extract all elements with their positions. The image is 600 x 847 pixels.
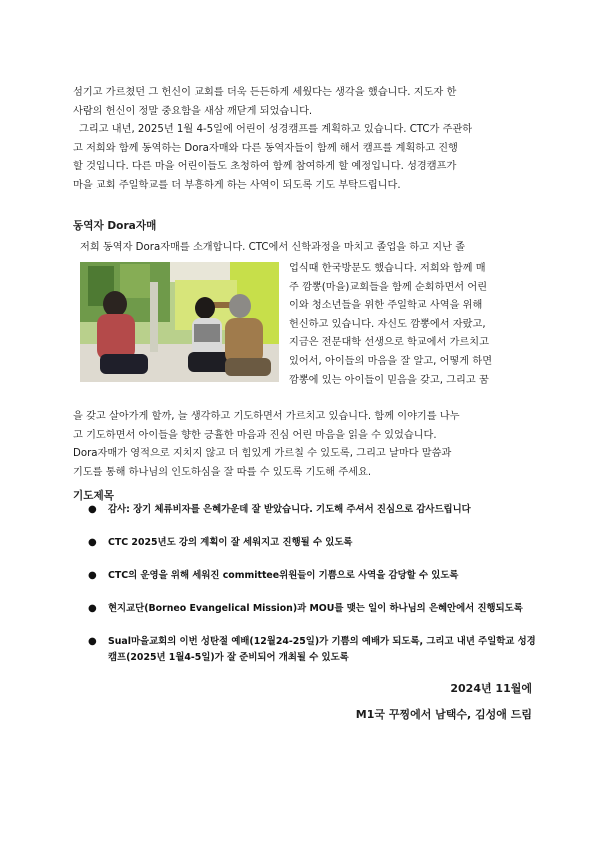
- prayer-item-text: 현지교단(Borneo Evangelical Mission)과 MOU를 맺는 일이 하나님의 은혜안에서 진행되도록: [108, 603, 523, 614]
- paragraph-line: Dora자매가 영적으로 지치지 않고 더 힘있게 가르칠 수 있도록, 그리고 날마다 말씀과: [73, 448, 452, 460]
- section-heading-dora: 동역자 Dora자매: [73, 220, 157, 232]
- paragraph-reflection: [73, 84, 533, 121]
- paragraph-line: 깜뽕에 있는 아이들이 믿음을 갖고, 그리고 꿈: [289, 374, 489, 386]
- paragraph-line: 주 깜뽕(마을)교회들을 함께 순회하면서 어린: [289, 281, 488, 293]
- paragraph-line: 기도를 통해 하나님의 인도하심을 잘 따를 수 있도록 기도해 주세요.: [73, 466, 372, 478]
- paragraph-line: 고 기도하면서 아이들을 향한 긍휼한 마음과 진심 어린 마음을 읽을 수 있었습니다.: [73, 429, 437, 441]
- paragraph-line: 지금은 전문대학 선생으로 학교에서 가르치고: [289, 337, 489, 349]
- dora-photo: [80, 262, 279, 382]
- paragraph-line: 사람의 헌신이 정말 중요함을 새삼 깨닫게 되었습니다.: [73, 105, 313, 117]
- dora-side-text: [289, 260, 533, 390]
- paragraph-line: 이와 청소년들을 위한 주일학교 사역을 위해: [289, 300, 483, 312]
- prayer-item-text: CTC 2025년도 강의 계획이 잘 세워지고 진행될 수 있도록: [108, 537, 353, 548]
- bullet-icon: ●: [88, 504, 97, 515]
- paragraph-line: 그리고 내년, 2025년 1월 4-5일에 어린이 성경캠프를 계획하고 있습니다. CTC가 주관하: [79, 124, 473, 135]
- bullet-icon: ●: [88, 537, 97, 548]
- prayer-item: [88, 568, 538, 584]
- dora-intro-line: 저희 동역자 Dora자매를 소개합니다. CTC에서 신학과정을 마치고 졸업을 하고 지난 졸: [80, 242, 466, 253]
- prayer-list: [88, 502, 538, 683]
- bullet-icon: ●: [88, 570, 97, 581]
- prayer-item: [88, 601, 538, 617]
- paragraph-line: 고 저희와 함께 동역하는 Dora자매와 다른 동역자들이 함께 해서 캠프를 계획하고 진행: [73, 142, 458, 154]
- paragraph-line: 할 것입니다. 다른 마을 어린이들도 초청하여 함께 참여하게 할 예정입니다. 성경캠프가: [73, 161, 457, 173]
- prayer-item: [88, 634, 538, 666]
- prayer-item-text: CTC의 운영을 위해 세워진 committee위원들이 기쁨으로 사역을 감당할 수 있도록: [108, 570, 459, 581]
- paragraph-line: 섬기고 가르쳤던 그 헌신이 교회를 더욱 든든하게 세웠다는 생각을 했습니다. 지도자 한: [73, 87, 457, 98]
- paragraph-bible-camp: [73, 121, 533, 195]
- paragraph-line: 헌신하고 있습니다. 자신도 깜뽕에서 자랐고,: [289, 318, 486, 330]
- prayer-item-text: 감사: 장기 체류비자를 은혜가운데 잘 받았습니다. 기도해 주셔서 진심으로 감사드립니다: [108, 504, 471, 515]
- paragraph-line: 을 갖고 살아가게 할까, 늘 생각하고 기도하면서 가르치고 있습니다. 함께 이야기를 나누: [73, 411, 460, 422]
- signature-date: 2024년 11월에: [450, 682, 532, 695]
- paragraph-line: 마을 교회 주일학교를 더 부흥하게 하는 사역이 되도록 기도 부탁드립니다.: [73, 179, 401, 191]
- paragraph-line: 있어서, 아이들의 마음을 잘 알고, 어떻게 하면: [289, 355, 493, 367]
- signature-name: M1국 꾸찡에서 남택수, 김성애 드림: [355, 708, 532, 721]
- prayer-item: [88, 502, 538, 518]
- dora-bottom-text: [73, 408, 533, 482]
- prayer-item-text: Sual마을교회의 이번 성탄절 예배(12월24-25일)가 기쁨의 예배가 되도록, 그리고 내년 주일학교 성경캠프(2025년 1월4-5일)가 잘 준비되어 개최될 수 있도록: [108, 636, 536, 663]
- prayer-item: [88, 535, 538, 551]
- bullet-icon: ●: [88, 636, 97, 647]
- paragraph-line: 업식때 한국방문도 했습니다. 저희와 함께 매: [289, 263, 486, 274]
- bullet-icon: ●: [88, 603, 97, 614]
- section-heading-prayer: 기도제목: [73, 490, 114, 502]
